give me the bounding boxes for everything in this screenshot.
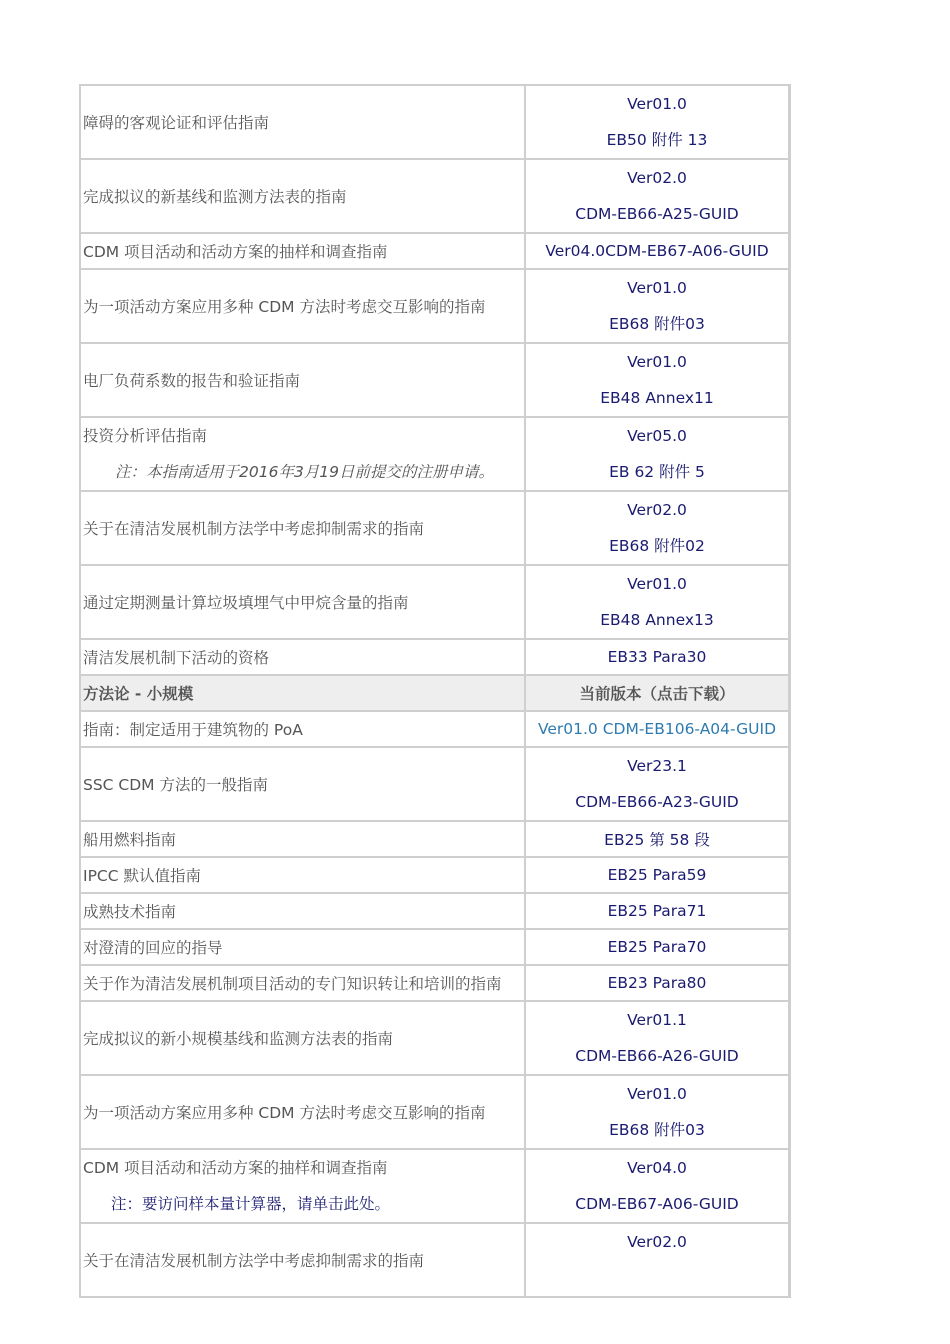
row-title: SSC CDM 方法的一般指南 [81,748,526,822]
version-cell[interactable]: EB33 Para30 [526,640,788,676]
row-title: 为一项活动方案应用多种 CDM 方法时考虑交互影响的指南 [81,270,526,344]
version-cell[interactable] [526,418,788,492]
reference-label[interactable]: EB 62 附件 5 [609,463,705,481]
row-title: 关于在清洁发展机制方法学中考虑抑制需求的指南 [81,1224,526,1298]
reference-label[interactable]: EB50 附件 13 [606,131,708,149]
table-row [81,1150,788,1224]
version-label[interactable]: Ver02.0 [627,169,687,187]
row-title: 完成拟议的新基线和监测方法表的指南 [81,160,526,234]
version-cell[interactable] [526,1002,788,1076]
version-cell[interactable]: EB25 Para70 [526,930,788,966]
version-cell[interactable] [526,748,788,822]
version-cell[interactable] [526,566,788,640]
table-row [81,86,788,160]
version-cell[interactable] [526,344,788,418]
row-title-cell [81,418,526,492]
version-label[interactable]: Ver01.0 [627,575,687,593]
row-title: 关于作为清洁发展机制项目活动的专门知识转让和培训的指南 [81,966,526,1002]
version-cell[interactable] [526,1076,788,1150]
table-row [81,160,788,234]
table-row [81,234,788,270]
row-title: 完成拟议的新小规模基线和监测方法表的指南 [81,1002,526,1076]
download-link[interactable]: Ver01.0 CDM-EB106-A04-GUID [526,712,788,748]
table-row [81,640,788,676]
table-row [81,712,788,748]
section-title: 方法论 - 小规模 [81,676,526,712]
row-title: 为一项活动方案应用多种 CDM 方法时考虑交互影响的指南 [81,1076,526,1150]
version-cell[interactable]: Ver04.0CDM-EB67-A06-GUID [526,234,788,270]
table-row [81,270,788,344]
version-label[interactable]: Ver01.1 [627,1011,687,1029]
version-label[interactable]: Ver01.0 [627,279,687,297]
table-row [81,1002,788,1076]
table-row [81,894,788,930]
reference-label[interactable]: CDM-EB66-A23-GUID [575,793,739,811]
row-title: 关于在清洁发展机制方法学中考虑抑制需求的指南 [81,492,526,566]
table-row [81,1224,788,1298]
row-title: 对澄清的回应的指导 [81,930,526,966]
version-cell[interactable]: EB25 Para71 [526,894,788,930]
table-row [81,822,788,858]
row-title-cell [81,1150,526,1224]
table-row [81,492,788,566]
version-cell[interactable]: EB25 Para59 [526,858,788,894]
reference-label[interactable]: CDM-EB66-A25-GUID [575,205,739,223]
table-row [81,418,788,492]
row-title: 指南：制定适用于建筑物的 PoA [81,712,526,748]
row-title: CDM 项目活动和活动方案的抽样和调查指南 [83,1159,388,1177]
version-cell[interactable] [526,1150,788,1224]
version-label[interactable]: Ver01.0 [627,95,687,113]
table-row [81,858,788,894]
table-row [81,1076,788,1150]
row-title: 电厂负荷系数的报告和验证指南 [81,344,526,418]
version-label[interactable]: Ver01.0 [627,1085,687,1103]
section-header-row [81,676,788,712]
row-title: 障碍的客观论证和评估指南 [81,86,526,160]
reference-label[interactable]: EB68 附件03 [609,315,705,333]
version-cell[interactable] [526,492,788,566]
table-row [81,930,788,966]
row-title: 通过定期测量计算垃圾填埋气中甲烷含量的指南 [81,566,526,640]
version-label[interactable]: Ver05.0 [627,427,687,445]
row-note: 注：本指南适用于2016年3月19日前提交的注册申请。 [115,463,495,481]
row-title: CDM 项目活动和活动方案的抽样和调查指南 [81,234,526,270]
reference-label[interactable]: EB68 附件03 [609,1121,705,1139]
reference-label[interactable]: EB68 附件02 [609,537,705,555]
version-label[interactable]: Ver01.0 [627,353,687,371]
guidance-table-viewport [79,84,791,1270]
version-cell[interactable]: EB25 第 58 段 [526,822,788,858]
version-cell[interactable] [526,160,788,234]
table-row [81,748,788,822]
version-cell[interactable] [526,86,788,160]
section-version-header: 当前版本（点击下载） [526,676,788,712]
table-row [81,966,788,1002]
row-title: 清洁发展机制下活动的资格 [81,640,526,676]
reference-label[interactable]: CDM-EB67-A06-GUID [575,1195,739,1213]
version-cell[interactable]: EB23 Para80 [526,966,788,1002]
sample-size-calculator-link[interactable]: 注：要访问样本量计算器，请单击此处。 [111,1195,391,1213]
table-row [81,344,788,418]
reference-label[interactable]: EB48 Annex13 [600,611,714,629]
row-title: 投资分析评估指南 [83,427,208,445]
row-title: 船用燃料指南 [81,822,526,858]
version-cell[interactable] [526,270,788,344]
guidance-table [79,84,791,1298]
row-title: 成熟技术指南 [81,894,526,930]
reference-label[interactable] [526,1260,788,1296]
version-label[interactable]: Ver23.1 [627,757,687,775]
row-title: IPCC 默认值指南 [81,858,526,894]
version-label[interactable]: Ver02.0 [627,1233,687,1251]
version-label[interactable]: Ver02.0 [627,501,687,519]
version-label[interactable]: Ver04.0 [627,1159,687,1177]
table-row [81,566,788,640]
reference-label[interactable]: EB48 Annex11 [600,389,714,407]
version-cell[interactable] [526,1224,788,1298]
reference-label[interactable]: CDM-EB66-A26-GUID [575,1047,739,1065]
